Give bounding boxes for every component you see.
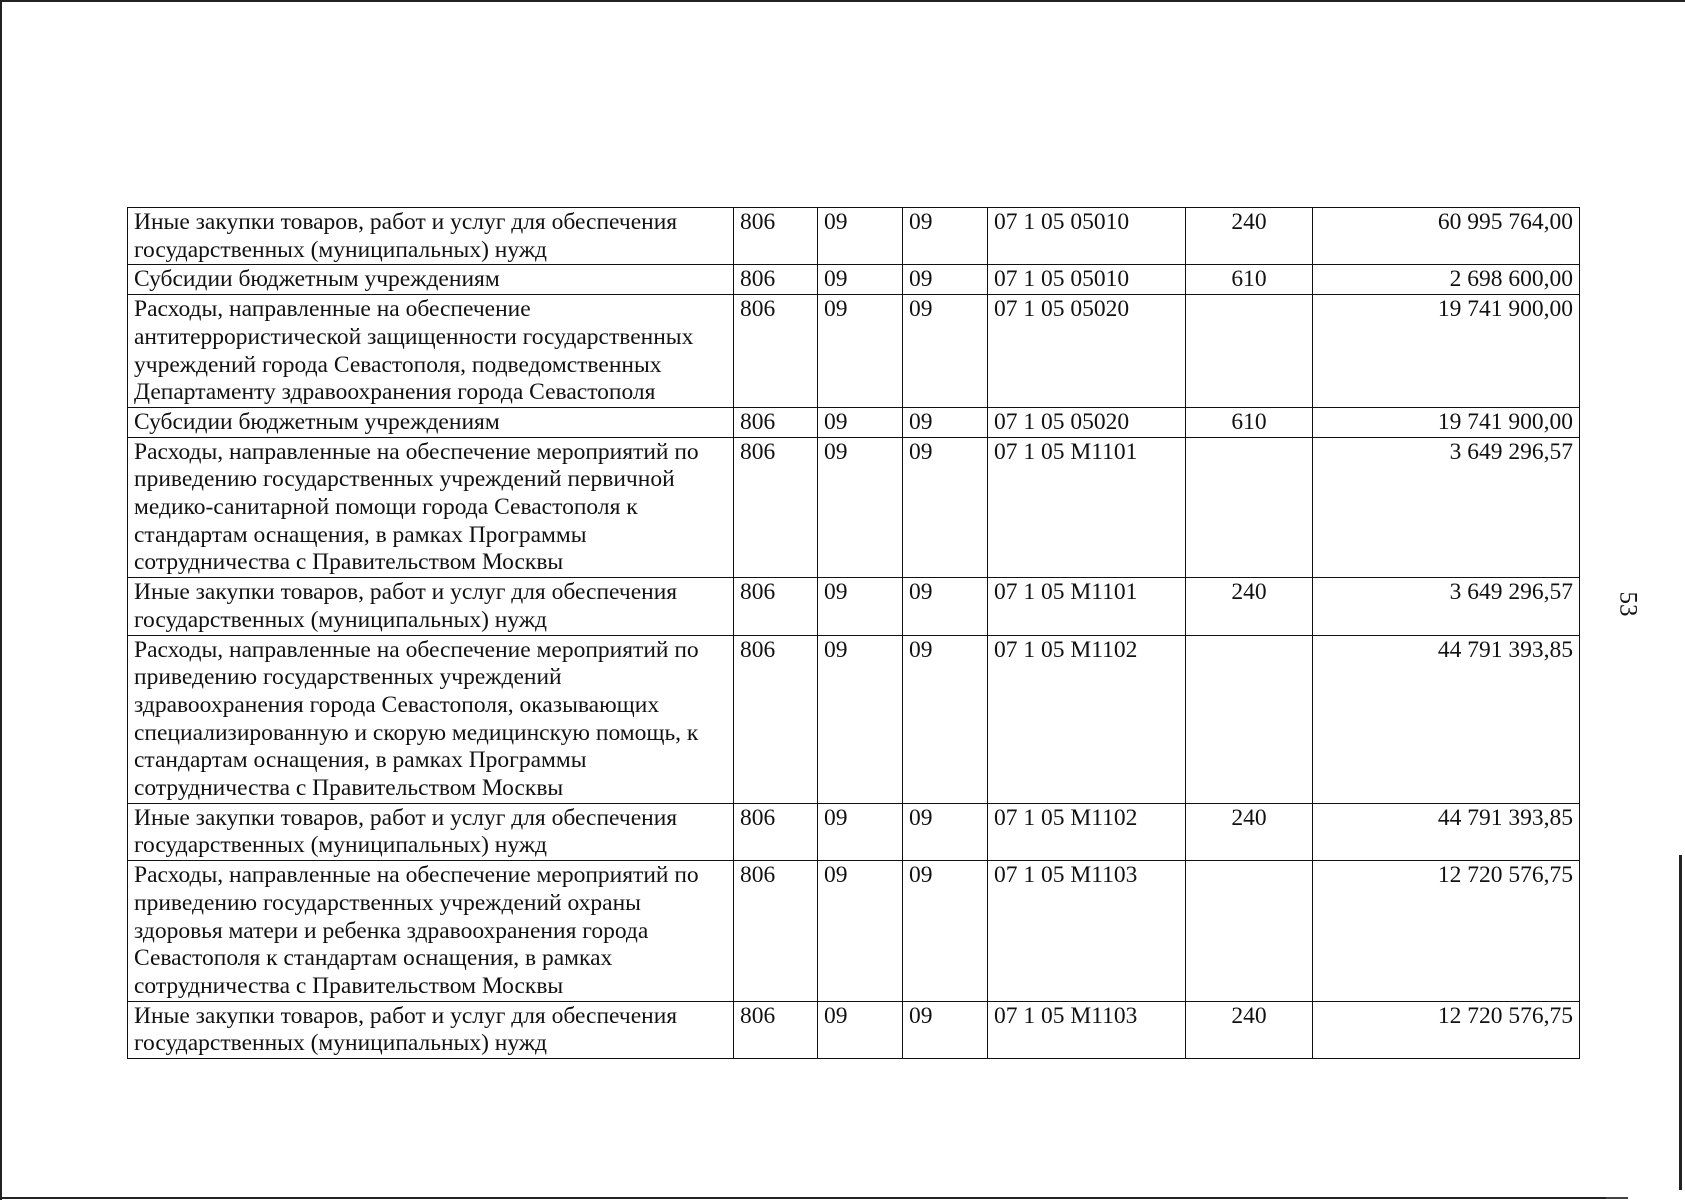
section-code-cell: 09 (818, 295, 903, 408)
table-row (128, 803, 1580, 860)
scan-border-bottom (0, 1197, 1620, 1199)
target-article-cell: 07 1 05 05020 (988, 407, 1186, 437)
expense-name-line: приведению государственных учреждений охраны (134, 889, 641, 916)
target-article-cell: 07 1 05 05020 (988, 295, 1186, 408)
expense-name-line: государственных (муниципальных) нужд (134, 1030, 548, 1057)
target-article-cell: 07 1 05 05010 (988, 265, 1186, 295)
target-article-cell: 07 1 05 М1101 (988, 437, 1186, 578)
section-code-cell: 09 (818, 635, 903, 803)
scan-border-left (0, 0, 2, 1200)
expense-name-line: приведению государственных учреждений первичной (134, 466, 675, 493)
scan-edge-mark (1679, 855, 1682, 1190)
amount-cell: 3 649 296,57 (1313, 437, 1580, 578)
expense-name-line: стандартам оснащения, в рамках Программы (134, 747, 587, 774)
expense-name-cell (128, 265, 734, 295)
expense-name-line: Расходы, направленные на обеспечение мероприятий по (134, 636, 699, 663)
amount-cell: 12 720 576,75 (1313, 861, 1580, 1002)
expense-name-line: государственных (муниципальных) нужд (134, 236, 548, 263)
expense-type-cell (1186, 861, 1313, 1002)
table-row (128, 208, 1580, 265)
expense-type-cell (1186, 635, 1313, 803)
expense-name-cell (128, 407, 734, 437)
expense-name-line: приведению государственных учреждений (134, 664, 562, 691)
expense-name-line: Иные закупки товаров, работ и услуг для обеспечения (134, 579, 678, 606)
amount-cell: 44 791 393,85 (1313, 635, 1580, 803)
amount-cell: 44 791 393,85 (1313, 803, 1580, 860)
section-code-cell: 09 (818, 407, 903, 437)
table-row (128, 578, 1580, 635)
department-code-cell: 806 (734, 803, 818, 860)
expense-name-cell (128, 208, 734, 265)
subsection-code-cell: 09 (903, 265, 988, 295)
expense-type-cell: 240 (1186, 803, 1313, 860)
expense-name-line: здравоохранения города Севастополя, оказывающих (134, 691, 660, 718)
page-number: 53 (1614, 591, 1642, 617)
amount-cell: 12 720 576,75 (1313, 1001, 1580, 1058)
expense-name-cell (128, 861, 734, 1002)
amount-cell: 60 995 764,00 (1313, 208, 1580, 265)
expense-name-cell (128, 578, 734, 635)
expense-name-line: Севастополя к стандартам оснащения, в рамках (134, 945, 613, 972)
amount-cell: 19 741 900,00 (1313, 295, 1580, 408)
department-code-cell: 806 (734, 437, 818, 578)
expense-type-cell: 240 (1186, 208, 1313, 265)
table-row (128, 265, 1580, 295)
expense-name-line: Департаменту здравоохранения города Севастополя (134, 379, 656, 406)
subsection-code-cell: 09 (903, 861, 988, 1002)
expense-name-line: сотрудничества с Правительством Москвы (134, 549, 564, 576)
expense-type-cell: 610 (1186, 265, 1313, 295)
section-code-cell: 09 (818, 265, 903, 295)
expense-name-line: Субсидии бюджетным учреждениям (134, 266, 500, 293)
scan-dash-mark (1606, 1197, 1628, 1199)
subsection-code-cell: 09 (903, 578, 988, 635)
target-article-cell: 07 1 05 М1102 (988, 635, 1186, 803)
target-article-cell: 07 1 05 М1101 (988, 578, 1186, 635)
expense-name-cell (128, 635, 734, 803)
section-code-cell: 09 (818, 1001, 903, 1058)
target-article-cell: 07 1 05 М1102 (988, 803, 1186, 860)
expense-name-line: сотрудничества с Правительством Москвы (134, 775, 564, 802)
amount-cell: 19 741 900,00 (1313, 407, 1580, 437)
scan-border-top (0, 0, 1685, 2)
table-row (128, 407, 1580, 437)
department-code-cell: 806 (734, 635, 818, 803)
subsection-code-cell: 09 (903, 407, 988, 437)
subsection-code-cell: 09 (903, 1001, 988, 1058)
department-code-cell: 806 (734, 265, 818, 295)
expense-name-line: государственных (муниципальных) нужд (134, 606, 548, 633)
expense-name-line: здоровья матери и ребенка здравоохранения города (134, 917, 649, 944)
subsection-code-cell: 09 (903, 295, 988, 408)
amount-cell: 2 698 600,00 (1313, 265, 1580, 295)
table-row (128, 635, 1580, 803)
expense-name-cell (128, 1001, 734, 1058)
expense-type-cell: 610 (1186, 407, 1313, 437)
expense-name-line: Расходы, направленные на обеспечение мероприятий по (134, 438, 699, 465)
target-article-cell: 07 1 05 М1103 (988, 861, 1186, 1002)
department-code-cell: 806 (734, 578, 818, 635)
table-row (128, 295, 1580, 408)
expense-type-cell (1186, 437, 1313, 578)
expense-name-cell (128, 437, 734, 578)
department-code-cell: 806 (734, 407, 818, 437)
expense-type-cell: 240 (1186, 578, 1313, 635)
table-row (128, 437, 1580, 578)
budget-table (127, 207, 1580, 1059)
expense-name-line: Иные закупки товаров, работ и услуг для обеспечения (134, 804, 678, 831)
expense-name-line: Расходы, направленные на обеспечение (134, 296, 531, 323)
expense-name-line: антитеррористической защищенности государственных (134, 323, 694, 350)
expense-name-line: стандартам оснащения, в рамках Программы (134, 521, 587, 548)
subsection-code-cell: 09 (903, 635, 988, 803)
expense-name-line: Иные закупки товаров, работ и услуг для обеспечения (134, 209, 678, 235)
table-row (128, 1001, 1580, 1058)
target-article-cell: 07 1 05 05010 (988, 208, 1186, 265)
expense-name-line: специализированную и скорую медицинскую помощь, к (134, 719, 699, 746)
section-code-cell: 09 (818, 208, 903, 265)
section-code-cell: 09 (818, 578, 903, 635)
subsection-code-cell: 09 (903, 437, 988, 578)
department-code-cell: 806 (734, 295, 818, 408)
expense-name-line: государственных (муниципальных) нужд (134, 832, 548, 859)
department-code-cell: 806 (734, 861, 818, 1002)
budget-table-body (128, 208, 1580, 1059)
table-row (128, 861, 1580, 1002)
expense-type-cell: 240 (1186, 1001, 1313, 1058)
department-code-cell: 806 (734, 208, 818, 265)
department-code-cell: 806 (734, 1001, 818, 1058)
target-article-cell: 07 1 05 М1103 (988, 1001, 1186, 1058)
section-code-cell: 09 (818, 437, 903, 578)
expense-name-line: медико-санитарной помощи города Севастополя к (134, 494, 638, 521)
amount-cell: 3 649 296,57 (1313, 578, 1580, 635)
expense-type-cell (1186, 295, 1313, 408)
expense-name-line: Субсидии бюджетным учреждениям (134, 408, 500, 435)
section-code-cell: 09 (818, 803, 903, 860)
expense-name-cell (128, 803, 734, 860)
expense-name-line: учреждений города Севастополя, подведомственных (134, 351, 662, 378)
expense-name-line: Иные закупки товаров, работ и услуг для обеспечения (134, 1002, 678, 1029)
expense-name-line: Расходы, направленные на обеспечение мероприятий по (134, 862, 699, 889)
subsection-code-cell: 09 (903, 208, 988, 265)
expense-name-cell (128, 295, 734, 408)
expense-name-line: сотрудничества с Правительством Москвы (134, 972, 564, 999)
subsection-code-cell: 09 (903, 803, 988, 860)
section-code-cell: 09 (818, 861, 903, 1002)
